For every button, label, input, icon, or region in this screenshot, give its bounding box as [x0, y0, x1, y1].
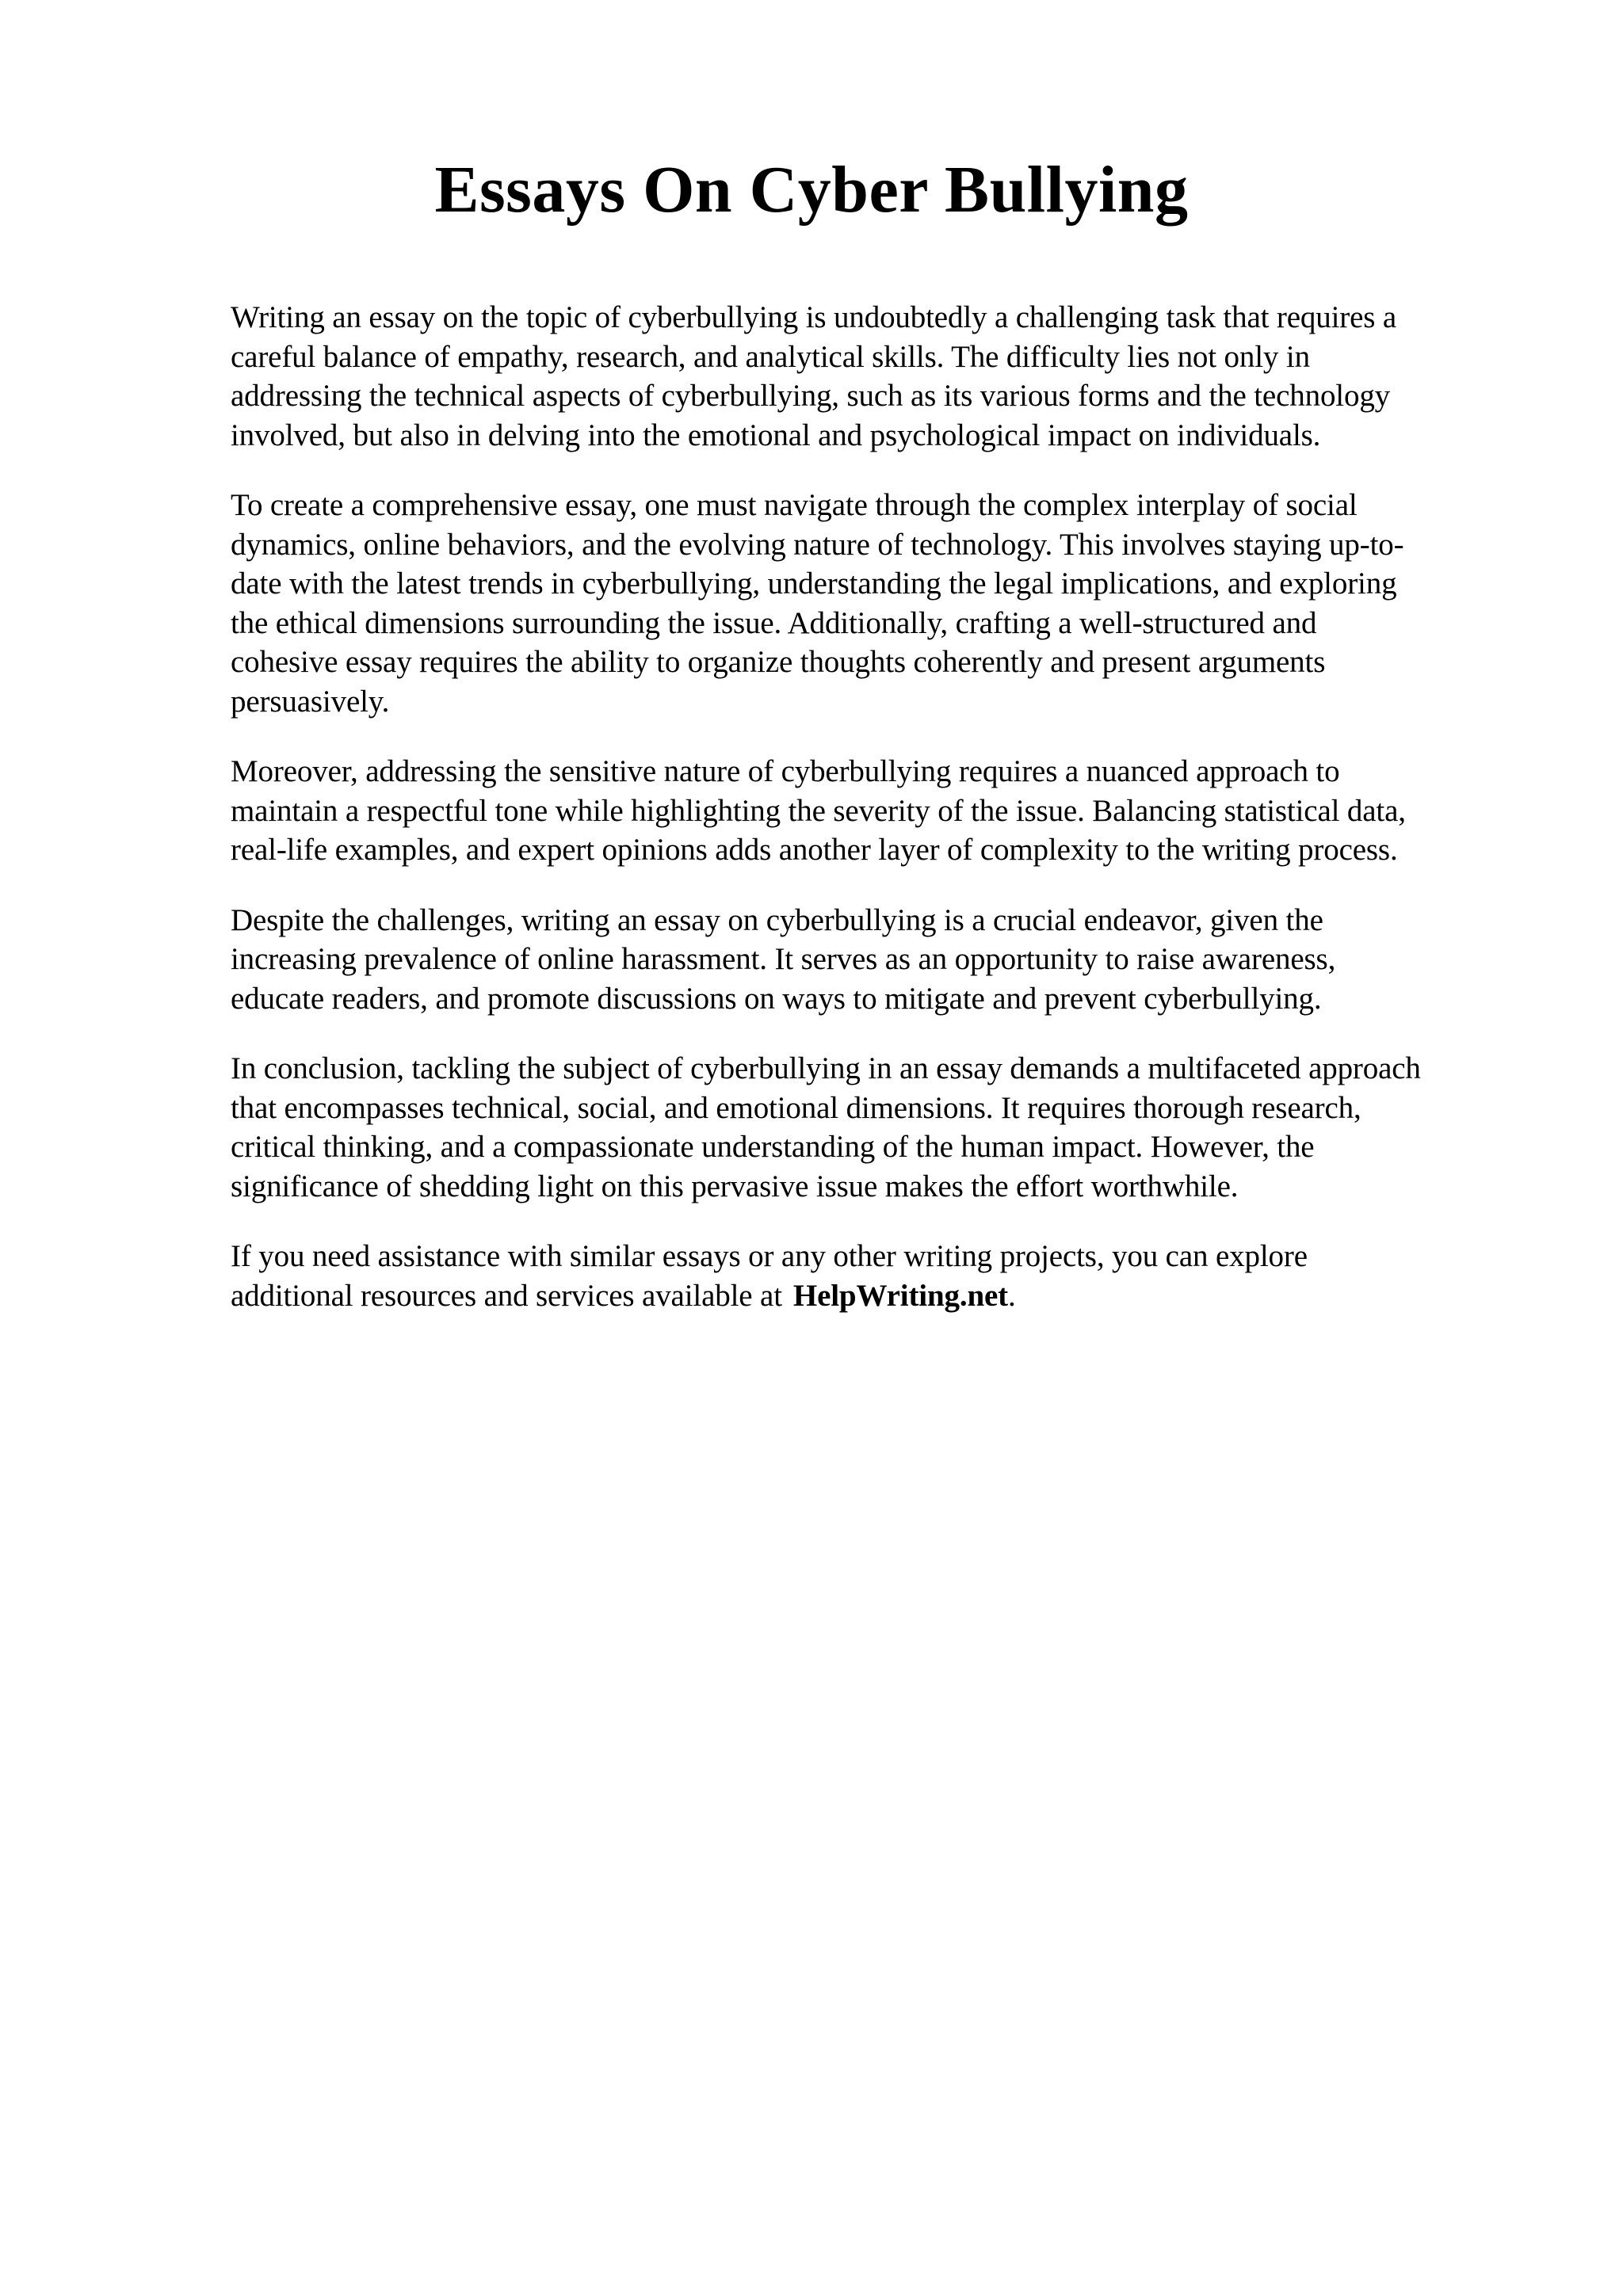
- paragraph-line: If you need assistance with similar essays or any other writing projects, you can explore: [231, 1239, 1308, 1273]
- paragraph-3: [231, 752, 1530, 870]
- paragraph-line: increasing prevalence of online harassment. It serves as an opportunity to raise awareness,: [231, 942, 1336, 976]
- closing-prefix: additional resources and services available at: [231, 1278, 782, 1313]
- paragraph-1: [231, 298, 1530, 455]
- paragraph-line: significance of shedding light on this pervasive issue makes the effort worthwhile.: [231, 1169, 1239, 1203]
- paragraph-line: date with the latest trends in cyberbullying, understanding the legal implications, and exploring: [231, 566, 1397, 601]
- essay-body: [231, 298, 1530, 1346]
- paragraph-4: [231, 901, 1530, 1019]
- paragraph-line: Writing an essay on the topic of cyberbullying is undoubtedly a challenging task that requires a: [231, 300, 1397, 334]
- paragraph-line: involved, but also in delving into the emotional and psychological impact on individuals.: [231, 418, 1321, 452]
- paragraph-line: [231, 1276, 1530, 1316]
- paragraph-5: [231, 1049, 1530, 1206]
- document-title: Essays On Cyber Bullying: [434, 153, 1189, 227]
- closing-paragraph: [231, 1237, 1530, 1315]
- paragraph-line: the ethical dimensions surrounding the issue. Additionally, crafting a well-structured and: [231, 605, 1317, 640]
- paragraph-line: persuasively.: [231, 684, 390, 719]
- paragraph-line: In conclusion, tackling the subject of cyberbullying in an essay demands a multifaceted approach: [231, 1051, 1421, 1085]
- paragraph-line: real-life examples, and expert opinions adds another layer of complexity to the writing process.: [231, 833, 1398, 867]
- paragraph-line: Moreover, addressing the sensitive nature of cyberbullying requires a nuanced approach to: [231, 754, 1340, 788]
- paragraph-line: dynamics, online behaviors, and the evolving nature of technology. This involves staying up-to-: [231, 527, 1404, 562]
- helpwriting-link[interactable]: HelpWriting.net: [792, 1278, 1009, 1313]
- paragraph-line: educate readers, and promote discussions on ways to mitigate and prevent cyberbullying.: [231, 981, 1322, 1016]
- paragraph-line: cohesive essay requires the ability to organize thoughts coherently and present arguments: [231, 645, 1326, 679]
- paragraph-line: that encompasses technical, social, and emotional dimensions. It requires thorough research,: [231, 1090, 1361, 1125]
- closing-period: .: [1008, 1278, 1016, 1313]
- paragraph-line: maintain a respectful tone while highlighting the severity of the issue. Balancing statistical data,: [231, 793, 1406, 828]
- paragraph-line: careful balance of empathy, research, and analytical skills. The difficulty lies not only in: [231, 339, 1310, 374]
- paragraph-line: addressing the technical aspects of cyberbullying, such as its various forms and the technology: [231, 379, 1391, 413]
- paragraph-2: [231, 486, 1530, 721]
- paragraph-line: Despite the challenges, writing an essay on cyberbullying is a crucial endeavor, given the: [231, 902, 1323, 937]
- paragraph-line: To create a comprehensive essay, one must navigate through the complex interplay of social: [231, 488, 1358, 522]
- paragraph-line: critical thinking, and a compassionate understanding of the human impact. However, the: [231, 1130, 1315, 1164]
